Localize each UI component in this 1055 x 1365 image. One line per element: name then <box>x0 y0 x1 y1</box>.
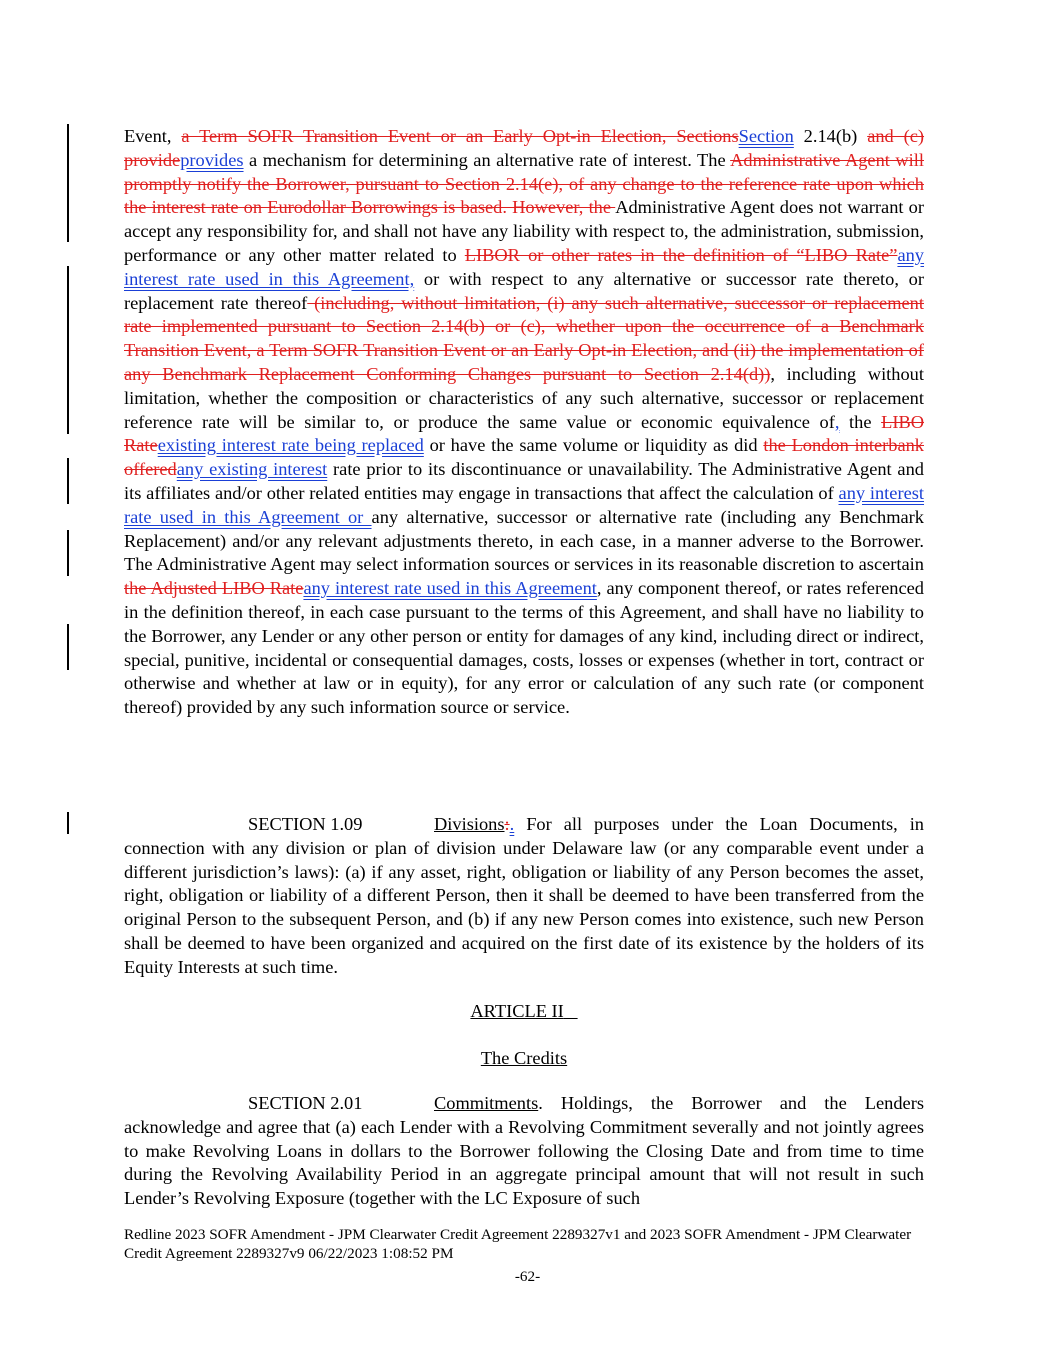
inserted-text: existing interest rate being replaced <box>157 435 424 456</box>
text-run: or with respect to any alternative or successor rate thereto, or replacement rate thereof <box>124 268 924 313</box>
deleted-text: LIBOR or other rates in the definition of “LIBO Rate” <box>464 244 898 265</box>
change-bar <box>67 530 69 576</box>
section-text: . Holdings, the Borrower and the Lenders acknowledge and agree that (a) each Lender with a Revolving Commitment severally and not jointly agrees to make Revolving Loans in dollars to the Borrower following the Closing Date and from time to time during the Revolving Availability Period in an aggregate principal amount that will not result in such Lender’s Revolving Exposure (together with the LC Exposure of such <box>124 1093 924 1209</box>
section-2-01 <box>124 1092 924 1211</box>
deleted-text: and (c) provide <box>124 126 925 170</box>
deleted-text: the London interbank offered <box>124 435 924 480</box>
text-run: any alternative, successor or alternative rate (including any Benchmark Replacement) and/or any relevant adjustments thereto, in each case, in a manner adverse to the Borrower. The Administrative Agent may select information sources or services in its reasonable discretion to ascertain <box>124 506 924 575</box>
inserted-text: any existing interest <box>176 459 328 480</box>
text-run: rate prior to its discontinuance or unavailability. The Administrative Agent and its affiliates and/or other related entities may engage in transactions that affect the calculation of <box>124 459 924 503</box>
article-title: The Credits <box>480 1048 568 1068</box>
text-run: Administrative Agent does not warrant or accept any responsibility for, and shall not have any liability with respect to, the administration, submission, performance or any other matter related to <box>124 197 925 265</box>
deleted-text: LIBO Rate <box>124 411 924 456</box>
page-number: -62- <box>514 1268 541 1285</box>
paragraph-continued <box>124 125 924 720</box>
change-bar <box>67 124 69 242</box>
change-bar <box>67 624 69 670</box>
inserted-text: . <box>509 814 515 834</box>
inserted-text: any interest rate used in this Agreement, <box>124 244 925 289</box>
change-bar <box>67 812 69 834</box>
deleted-text: (including, without limitation, (i) any such alternative, successor or replacement rate implemented pursuant to Section 2.14(b) or (c), whether upon the occurrence of a Benchmark Transition Event, a Term SOFR Transition Event or an Early Opt-in Election, and (ii) the implementation of any Benchmark Replacement Conforming Changes pursuant to Section 2.14(d)) <box>124 292 924 384</box>
article-heading <box>124 999 924 1023</box>
deleted-text: the Adjusted LIBO Rate <box>124 578 304 599</box>
section-1-09 <box>124 813 924 980</box>
text-run: 2.14(b) <box>793 126 868 146</box>
text-run: the <box>839 411 882 432</box>
inserted-text: any interest rate used in this Agreement <box>303 578 597 599</box>
inserted-text: any interest rate used in this Agreement or <box>124 482 925 527</box>
change-bar <box>67 458 69 504</box>
text-run: a mechanism for determining an alternative rate of interest. The <box>243 149 731 170</box>
inserted-text: , <box>834 411 840 432</box>
text-run: Event, <box>124 126 182 146</box>
section-number: SECTION 1.09 <box>248 814 363 834</box>
text-run: or have the same volume or liquidity as did <box>423 435 764 456</box>
document-footer: Redline 2023 SOFR Amendment - JPM Clearwater Credit Agreement 2289327v1 and 2023 SOFR Amendment - JPM Clearwater Credit Agreement 2289327v9 06/22/2023 1:08:52 PM <box>124 1226 912 1262</box>
article-label: ARTICLE II <box>470 1001 564 1021</box>
section-title: Divisions <box>434 814 505 834</box>
inserted-text: provides <box>180 149 244 170</box>
section-text: For all purposes under the Loan Documents, in connection with any division or plan of division under Delaware law (or any comparable event under a different jurisdiction’s laws): (a) if any asset, right, obligation or liability of any Person becomes the asset, right, obligation or liability of a different Person, then it shall be deemed to have been transferred from the original Person to the subsequent Person, and (b) if any new Person comes into existence, such new Person shall be deemed to have been organized and acquired on the first date of its existence by the holders of its Equity Interests at such time. <box>124 814 924 977</box>
change-bar <box>67 266 69 434</box>
section-title: Commitments <box>434 1093 539 1113</box>
text-run: , including without limitation, whether the composition or characteristics of any such alternative, successor or replacement reference rate will be similar to, or produce the same value or economic equivalence of <box>124 363 924 432</box>
section-number: SECTION 2.01 <box>248 1093 363 1113</box>
deleted-text: Administrative Agent will promptly notify the Borrower, pursuant to Section 2.14(e), of any change to the reference rate upon which the interest rate on Eurodollar Borrowings is based. However, the <box>124 149 924 218</box>
inserted-text: Section <box>738 126 794 146</box>
text-run: , any component thereof, or rates referenced in the definition thereof, in each case pursuant to the terms of this Agreement, and shall have no liability to the Borrower, any Lender or any other person or entity for damages of any kind, including direct or indirect, special, punitive, incidental or consequential damages, costs, losses or expenses (whether in tort, contract or otherwise and whether at law or in equity), for any error or calculation of any such rate (or component thereof) provided by any such information source or service. <box>124 578 924 718</box>
deleted-text: a Term SOFR Transition Event or an Early Opt-in Election, Sections <box>181 126 739 146</box>
deleted-text: : <box>504 814 510 834</box>
